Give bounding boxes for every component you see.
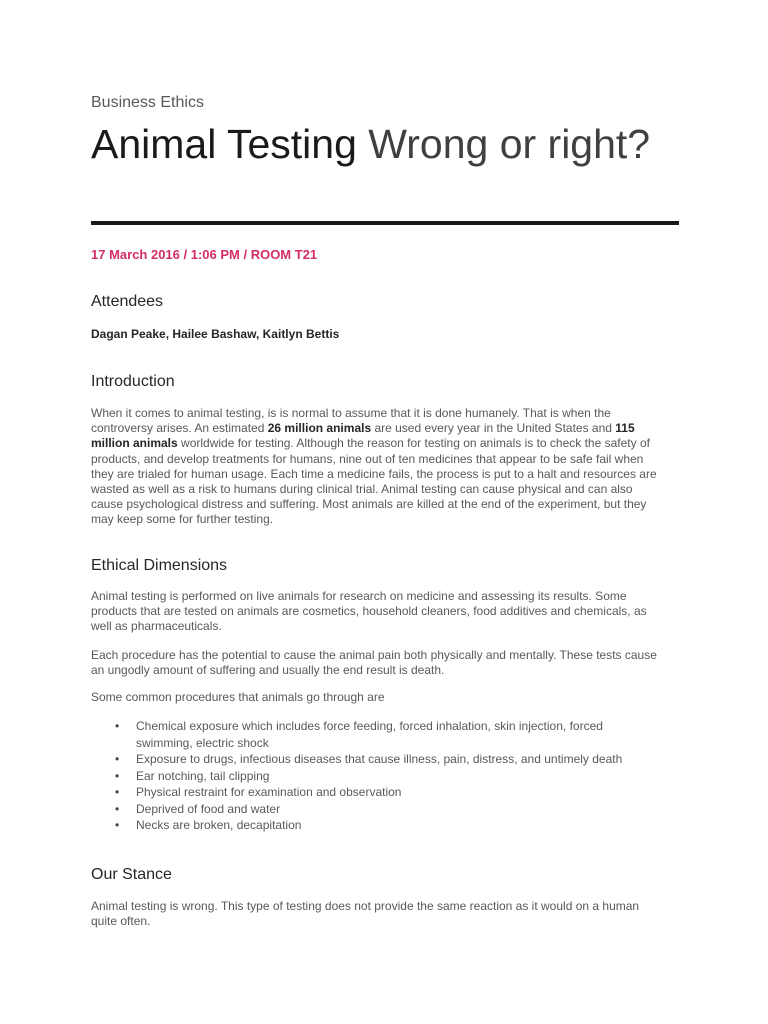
attendees-heading: Attendees <box>91 293 164 310</box>
intro-text-2: are used every year in the United States and <box>371 421 616 436</box>
introduction-heading: Introduction <box>91 373 175 390</box>
intro-text-3: worldwide for testing. Although the reason for testing on animals is to check the safety of products, and develop treatments for humans, nine out of ten medicines that appear to be safe fail when they are trialed for human usage. Each time a medicine fails, the process is put to a halt and resources are wasted as well as a risk to humans during clinical trial. Animal testing can cause physical and can also cause psychological distress and suffering. Most animals are killed at the end of the experiment, but they may keep some for further testing. <box>91 436 657 527</box>
document-title <box>91 118 679 170</box>
ethics-paragraph-3: Some common procedures that animals go through are <box>91 690 385 704</box>
stance-heading: Our Stance <box>91 866 172 883</box>
intro-text-1: When it comes to animal testing, is is normal to assume that it is done humanely. That is when the controversy arises. An estimated <box>91 406 611 436</box>
list-item-text: Physical restraint for examination and observation <box>136 785 402 799</box>
list-item <box>91 768 651 785</box>
list-item <box>91 817 651 834</box>
title-primary: Animal Testing <box>91 121 357 167</box>
bullet-icon: • <box>115 752 120 766</box>
ethics-paragraph-1: Animal testing is performed on live animals for research on medicine and assessing its results. Some products that are tested on animals are cosmetics, household cleaners, food additives and chemicals, as well as pharmaceuticals. <box>91 589 647 634</box>
list-item <box>91 801 651 818</box>
introduction-paragraph <box>91 406 659 528</box>
ethics-paragraph-2: Each procedure has the potential to cause the animal pain both physically and mentally. These tests cause an ungodly amount of suffering and usually the end result is death. <box>91 648 657 678</box>
intro-highlight-2: 115 million animals <box>91 421 635 451</box>
list-item-text: Deprived of food and water <box>136 801 281 816</box>
list-item-text: Ear notching, tail clipping <box>136 768 270 783</box>
intro-highlight-1: 26 million animals <box>267 421 372 436</box>
procedures-list <box>91 718 651 834</box>
list-item-text: Chemical exposure which includes force feeding, forced inhalation, skin injection, forced swimming, electric shock <box>136 719 603 750</box>
bullet-icon: • <box>115 818 120 832</box>
title-secondary: Wrong or right? <box>356 121 651 167</box>
attendees-list: Dagan Peake, Hailee Bashaw, Kaitlyn Bettis <box>91 327 340 341</box>
bullet-icon: • <box>115 785 120 799</box>
bullet-icon: • <box>115 768 120 783</box>
ethical-dimensions-heading: Ethical Dimensions <box>91 557 228 574</box>
list-item-text: Exposure to drugs, infectious diseases that cause illness, pain, distress, and untimely death <box>136 752 623 766</box>
list-item <box>91 784 651 801</box>
bullet-icon: • <box>115 801 120 816</box>
list-item <box>91 718 651 751</box>
bullet-icon: • <box>115 719 120 733</box>
meeting-meta: 17 March 2016 / 1:06 PM / ROOM T21 <box>91 247 318 262</box>
list-item-text: Necks are broken, decapitation <box>136 818 302 832</box>
list-item <box>91 751 651 768</box>
title-divider <box>91 221 679 225</box>
stance-paragraph: Animal testing is wrong. This type of testing does not provide the same reaction as it would on a human quite often. <box>91 899 640 929</box>
document-subtitle: Business Ethics <box>91 94 204 111</box>
